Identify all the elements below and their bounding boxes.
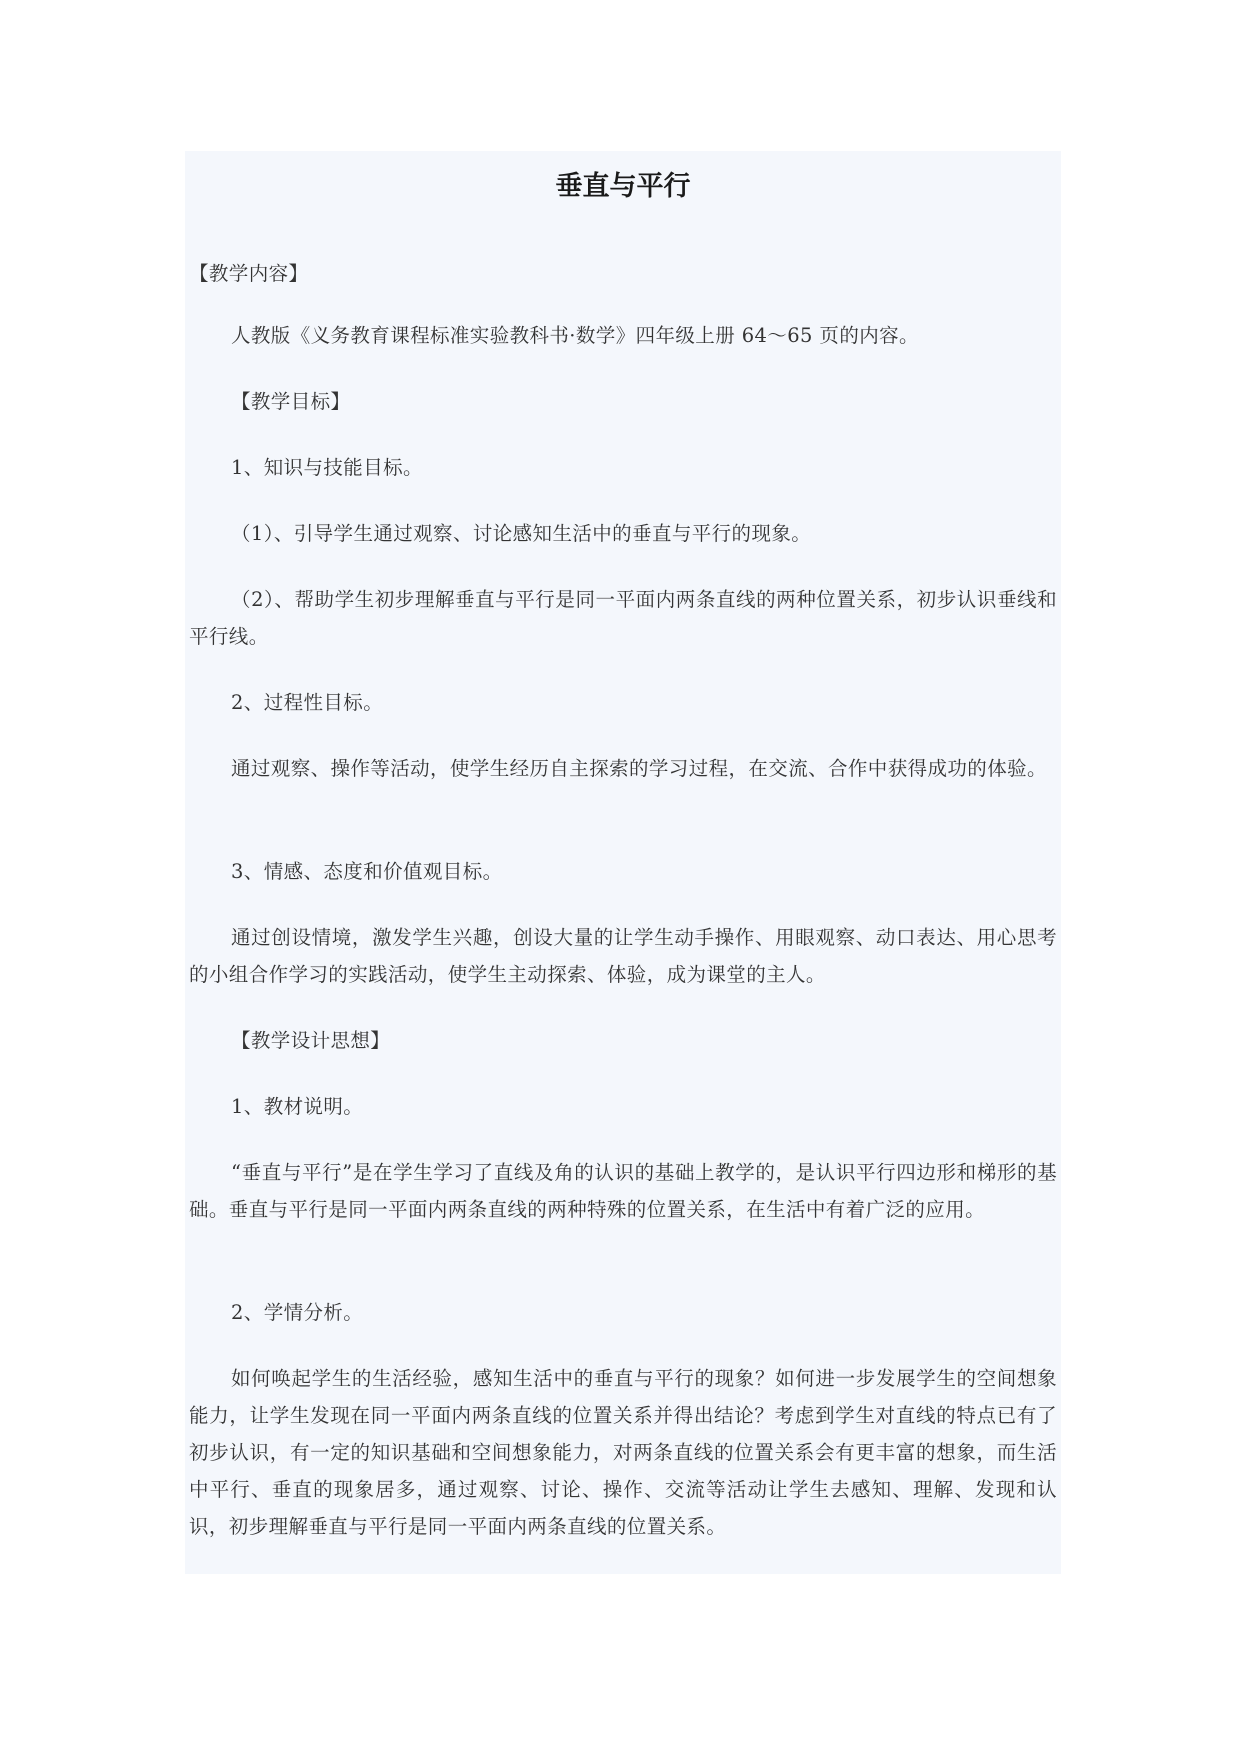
paragraph: 2、学情分析。 [231,1301,364,1324]
document-title: 垂直与平行 [555,171,691,202]
paragraph: 1、教材说明。 [231,1095,364,1118]
paragraph: “垂直与平行”是在学生学习了直线及角的认识的基础上教学的，是认识平行四边形和梯形的基础。垂直与平行是同一平面内两条直线的两种特殊的位置关系，在生活中有着广泛的应用。 [189,1161,1057,1221]
section-heading-teaching-content: 【教学内容】 [189,262,309,285]
paragraph: 如何唤起学生的生活经验，感知生活中的垂直与平行的现象？如何进一步发展学生的空间想象能力，让学生发现在同一平面内两条直线的位置关系并得出结论？考虑到学生对直线的特点已有了初步认识，有一定的知识基础和空间想象能力，对两条直线的位置关系会有更丰富的想象，而生活中平行、垂直的现象居多，通过观察、讨论、操作、交流等活动让学生去感知、理解、发现和认识，初步理解垂直与平行是同一平面内两条直线的位置关系。 [189,1367,1057,1538]
paragraph: 通过创设情境，激发学生兴趣，创设大量的让学生动手操作、用眼观察、动口表达、用心思考的小组合作学习的实践活动，使学生主动探索、体验，成为课堂的主人。 [189,926,1057,986]
paragraph: （1）、引导学生通过观察、讨论感知生活中的垂直与平行的现象。 [231,522,812,545]
paragraph: 3、情感、态度和价值观目标。 [231,860,503,883]
content-panel [185,151,1061,1574]
paragraph: （2）、帮助学生初步理解垂直与平行是同一平面内两条直线的两种位置关系，初步认识垂线和平行线。 [189,588,1057,648]
section-heading-design-ideas: 【教学设计思想】 [231,1029,391,1052]
section-heading-teaching-goals: 【教学目标】 [231,390,351,413]
paragraph: 2、过程性目标。 [231,691,384,714]
paragraph: 1、知识与技能目标。 [231,456,423,479]
paragraph: 通过观察、操作等活动，使学生经历自主探索的学习过程，在交流、合作中获得成功的体验。 [231,757,1047,780]
paragraph: 人教版《义务教育课程标准实验教科书·数学》四年级上册 64～65 页的内容。 [231,324,919,347]
